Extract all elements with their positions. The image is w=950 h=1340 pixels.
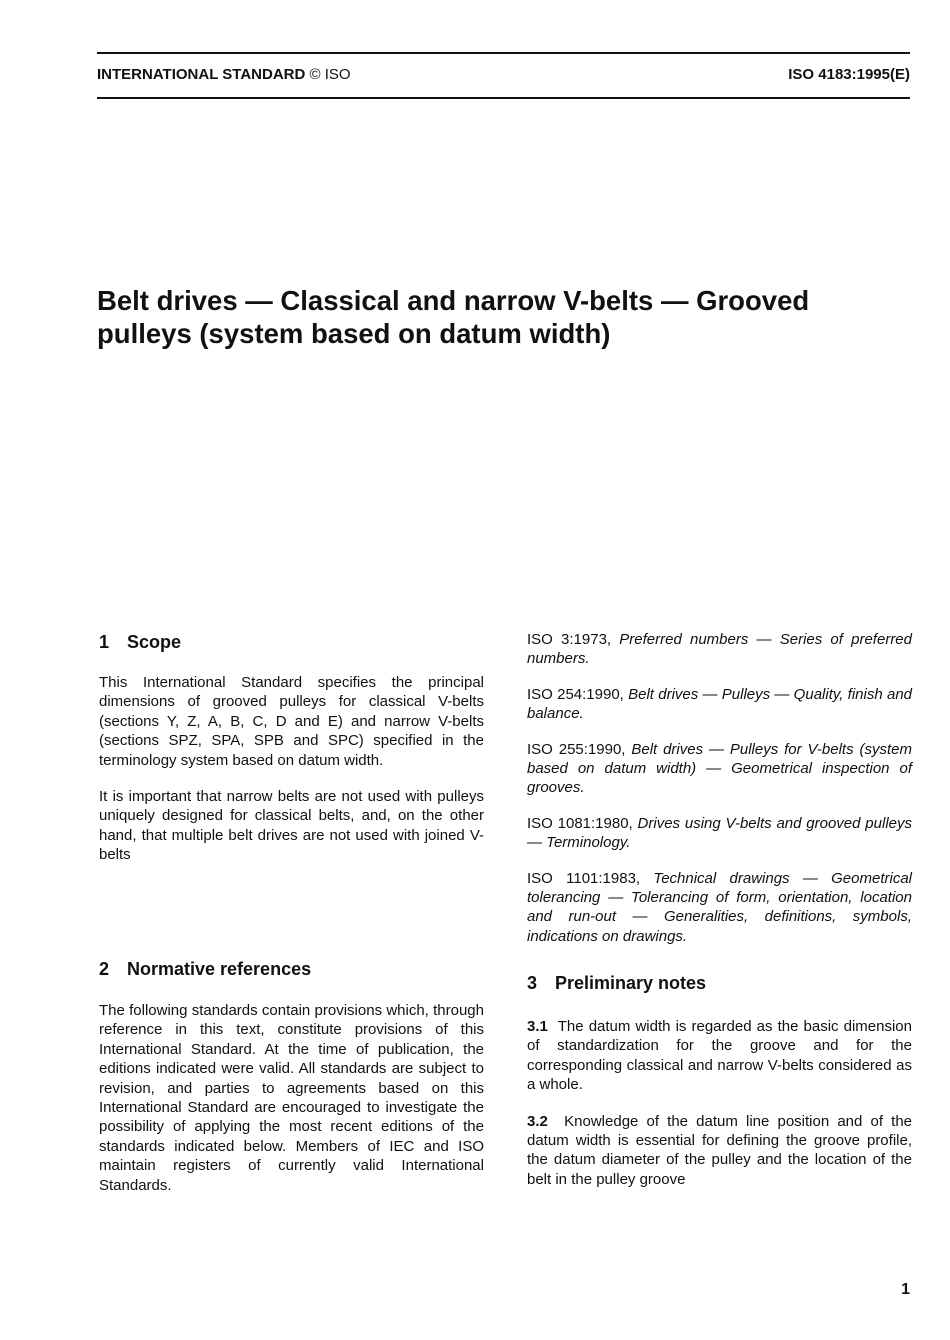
header-left [97,66,351,83]
header-copyright: © ISO [309,66,351,83]
scope-number: 1 [99,632,110,652]
normative-number: 2 [99,959,110,979]
preliminary-title: Preliminary notes [555,973,707,993]
reference-item: ISO 3:1973, Preferred numbers — Series of preferred numbers. [527,631,912,668]
header-standard-label: INTERNATIONAL STANDARD [97,66,306,83]
scope-paragraph-2: It is important that narrow belts are not used with pulleys uniquely designed for classical belts, and, on the other hand, that multiple belt drives are not used with joined V-belts [99,788,484,864]
scope-paragraph-1: This International Standard specifies the principal dimensions of grooved pulleys for classical V-belts (sections Y, Z, A, B, C, D and E) and narrow V-belts (sections SPZ, SPA, SPB and SPC) specified in the terminology system based on datum width. [99,674,484,769]
preliminary-number: 3 [527,973,538,993]
reference-item: ISO 254:1990, Belt drives — Pulleys — Quality, finish and balance. [527,685,912,723]
preliminary-body [527,1017,912,1189]
normative-title: Normative references [127,959,312,979]
note-3-2-text: Knowledge of the datum line position and of the datum width is essential for defining the groove profile, the datum diameter of the pulley and the location of the belt in the pulley groove [527,1112,912,1188]
normative-paragraph: The following standards contain provisions which, through reference in this text, constitute provisions of this International Standard. At the time of publication, the editions indicated were valid. All standards are subject to revision, and parties to agreements based on this International Standard are encouraged to investigate the possibility of applying the most recent editions of the standards indicated below. Members of IEC and ISO maintain registers of currently valid International Standards. [99,1002,484,1194]
reference-item: ISO 1101:1983, Technical drawings — Geometrical tolerancing — Tolerancing of form, orientation, location and run-out — Generalities, definitions, symbols, indications on drawings. [527,869,913,945]
scope-heading [99,632,181,653]
page-title [97,284,897,350]
note-3-2-number: 3.2 [527,1112,548,1130]
note-3-2 [527,1112,912,1190]
note-3-1-text: The datum width is regarded as the basic dimension of standardization for the groove and for the corresponding classical and narrow V-belts considered as a whole. [527,1018,912,1094]
normative-heading [99,959,311,980]
scope-body [99,673,484,865]
preliminary-heading [527,973,706,994]
title-line-2: pulleys (system based on datum width) [97,318,611,349]
reference-item: ISO 1081:1980, Drives using V-belts and grooved pulleys — Terminology. [527,814,912,852]
note-3-1-number: 3.1 [527,1018,548,1035]
title-line-1: Belt drives — Classical and narrow V-belts — Grooved [97,285,810,316]
reference-item: ISO 255:1990, Belt drives — Pulleys for V-belts (system based on datum width) — Geometrical inspection of grooves. [527,740,912,797]
scope-title: Scope [127,632,182,652]
header-document-id: ISO 4183:1995(E) [788,66,910,83]
header-rule-bottom [97,97,910,99]
page-number: 1 [901,1281,910,1298]
header-rule-top [97,52,910,54]
reference-list [527,630,912,962]
normative-body [99,1001,484,1195]
note-3-1 [527,1017,912,1095]
